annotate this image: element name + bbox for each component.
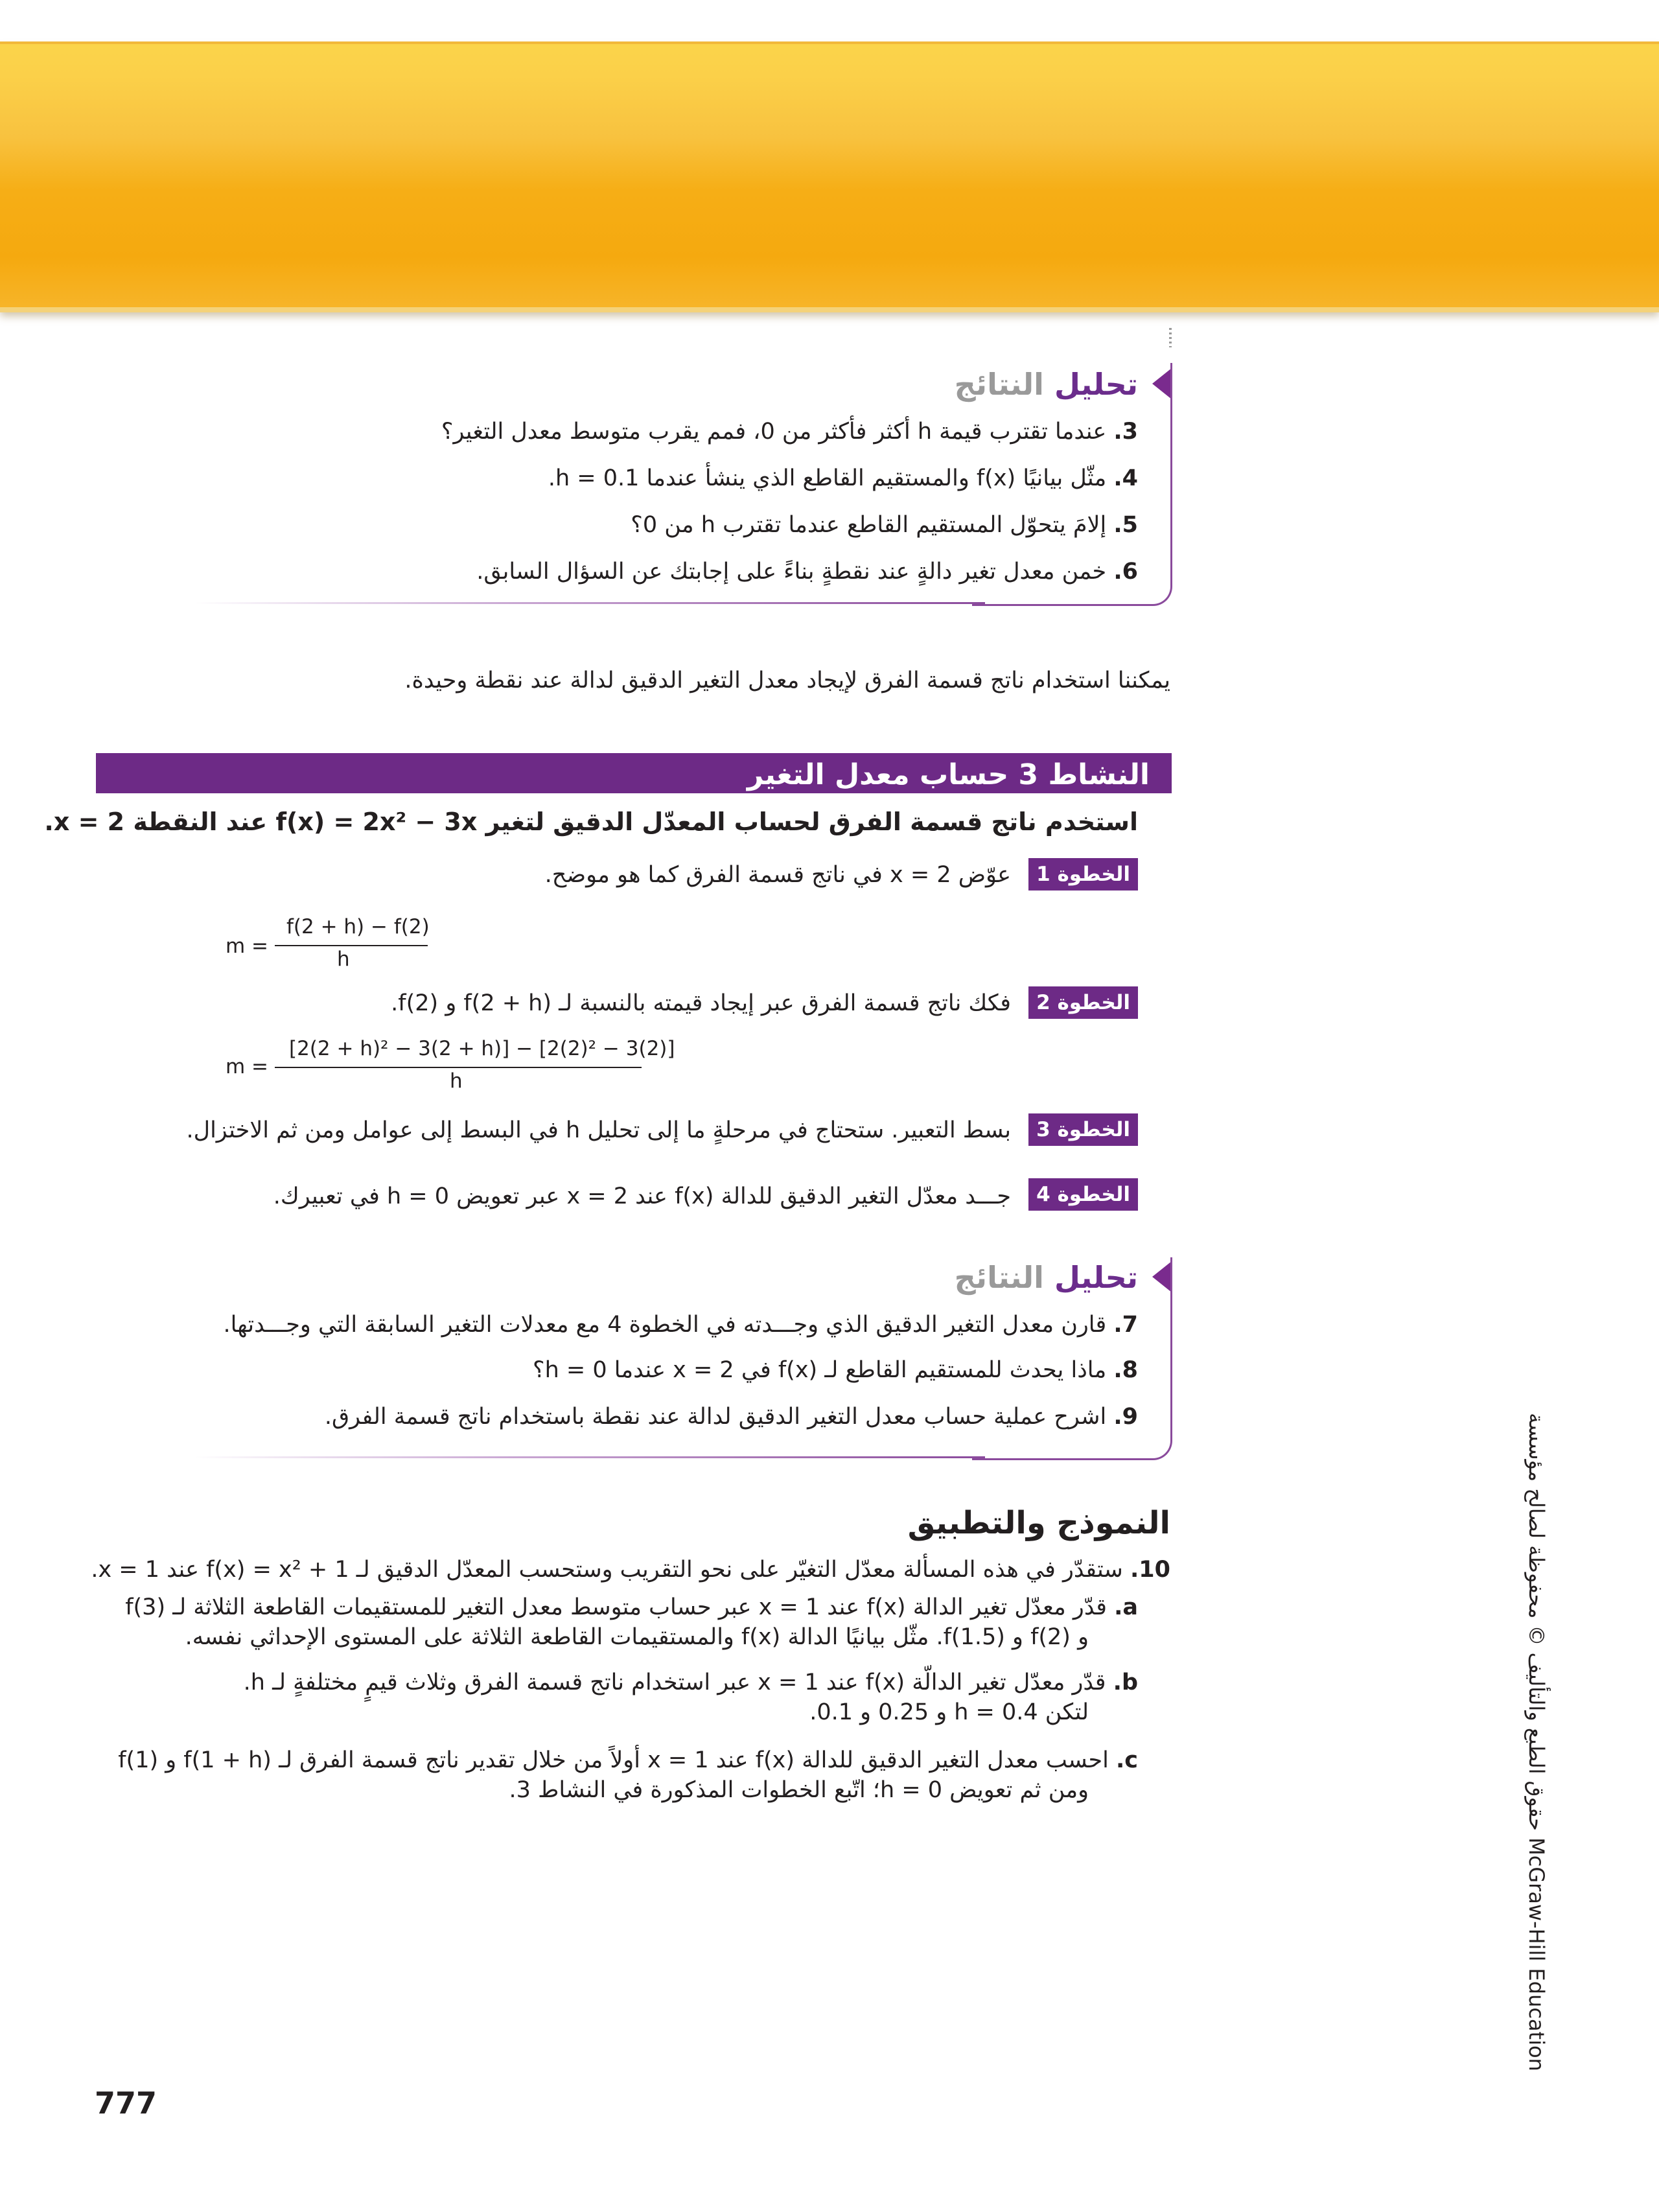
formula-1-lhs: m = xyxy=(226,935,269,958)
formula-1-numerator: f(2 + h) − f(2) xyxy=(286,915,430,938)
page-number: 777 xyxy=(95,2086,157,2121)
formula-2-numerator: [2(2 + h)² − 3(2 + h)] − [2(2)² − 3(2)] xyxy=(289,1037,675,1060)
analysis-title-1: تحليل النتائج xyxy=(954,367,1138,402)
formula-2-fraction-bar xyxy=(275,1067,642,1068)
analysis-box-border-2 xyxy=(972,1257,1172,1460)
formula-2-denominator: h xyxy=(450,1069,463,1093)
question-10: 10. ستقدّر في هذه المسألة معدّل التغيّر على نحو التقريب وستحسب المعدّل الدقيق لـ f(x) = x² + 1 عند x = 1. xyxy=(91,1557,1170,1583)
part-a-line-1: a. قدّر معدّل تغير الدالة f(x) عند x = 1 عبر حساب متوسط معدل التغير للمستقيمات القاطعة الثلاثة لـ f(3) xyxy=(125,1594,1138,1620)
formula-2-lhs: m = xyxy=(226,1055,269,1078)
model-apply-title: النموذج والتطبيق xyxy=(907,1505,1170,1541)
part-a-line-2: و f(2) و f(1.5). مثّل بيانيًا الدالة f(x) والمستقيمات القاطعة الثلاثة على المستوى الإحداثي نفسه. xyxy=(185,1624,1089,1650)
step-text-4: جـــد معدّل التغير الدقيق للدالة f(x) عند x = 2 عبر تعويض h = 0 في تعبيرك. xyxy=(273,1183,1011,1209)
formula-1-fraction-bar xyxy=(275,945,428,946)
question-7: 7. قارن معدل التغير الدقيق الذي وجـــدته في الخطوة 4 مع معدلات التغير السابقة التي وجـــدتها. xyxy=(223,1312,1138,1338)
question-8: 8. ماذا يحدث للمستقيم القاطع لـ f(x) في x = 2 عندما h = 0؟ xyxy=(533,1357,1138,1383)
step-label-4: الخطوة 4 xyxy=(1028,1178,1138,1211)
analysis-title-2: تحليل النتائج xyxy=(954,1260,1138,1295)
question-6: 6. خمن معدل تغير دالةٍ عند نقطةٍ بناءً على إجابتك عن السؤال السابق. xyxy=(476,559,1138,585)
activity-header: النشاط 3 حساب معدل التغير xyxy=(96,753,1172,793)
question-3: 3. عندما تقترب قيمة h أكثر فأكثر من 0، فمم يقرب متوسط معدل التغير؟ xyxy=(441,419,1138,445)
dotted-divider xyxy=(1169,328,1172,347)
part-c-line-1: c. احسب معدل التغير الدقيق للدالة f(x) عند x = 1 أولاً من خلال تقدير ناتج قسمة الفرق لـ f(1 + h) و f(1) xyxy=(118,1747,1138,1773)
question-9: 9. اشرح عملية حساب معدل التغير الدقيق لدالة عند نقطة باستخدام ناتج قسمة الفرق. xyxy=(324,1404,1138,1430)
step-label-3: الخطوة 3 xyxy=(1028,1113,1138,1146)
question-5: 5. إلامَ يتحوّل المستقيم القاطع عندما تقترب h من 0؟ xyxy=(631,512,1138,538)
activity-instruction: استخدم ناتج قسمة الفرق لحساب المعدّل الدقيق لتغير f(x) = 2x² − 3x عند النقطة x = 2. xyxy=(44,808,1138,836)
step-text-1: عوّض x = 2 في ناتج قسمة الفرق كما هو موضح. xyxy=(544,862,1011,888)
side-copyright: حقوق الطبع والتأليف © محفوظة لصالح مؤسسة McGraw-Hill Education xyxy=(1524,1413,1549,2071)
part-b-line-1: b. قدّر معدّل تغير الدالّة f(x) عند x = 1 عبر استخدام ناتج قسمة الفرق وثلاث قيمٍ مختلفةٍ لـ h. xyxy=(243,1670,1138,1695)
formula-1-denominator: h xyxy=(337,948,350,971)
step-text-2: فكك ناتج قسمة الفرق عبر إيجاد قيمته بالنسبة لـ f(2 + h) و f(2). xyxy=(391,990,1011,1016)
intro-line: يمكننا استخدام ناتج قسمة الفرق لإيجاد معدل التغير الدقيق لدالة عند نقطة وحيدة. xyxy=(404,668,1170,693)
analysis-box-border-1 xyxy=(972,363,1172,606)
step-label-2: الخطوة 2 xyxy=(1028,986,1138,1019)
step-label-1: الخطوة 1 xyxy=(1028,858,1138,891)
part-c-line-2: ومن ثم تعويض h = 0؛ اتّبع الخطوات المذكورة في النشاط 3. xyxy=(509,1777,1089,1803)
question-4: 4. مثّل بيانيًا f(x) والمستقيم القاطع الذي ينشأ عندما h = 0.1. xyxy=(548,465,1138,491)
top-decorative-band xyxy=(0,41,1659,310)
step-text-3: بسط التعبير. ستحتاج في مرحلةٍ ما إلى تحليل h في البسط إلى عوامل ومن ثم الاختزال. xyxy=(186,1117,1011,1143)
analysis-box-fade-2 xyxy=(194,1456,985,1458)
part-b-line-2: لتكن h = 0.4 و 0.25 و 0.1. xyxy=(809,1699,1089,1725)
analysis-box-fade-1 xyxy=(194,602,985,604)
